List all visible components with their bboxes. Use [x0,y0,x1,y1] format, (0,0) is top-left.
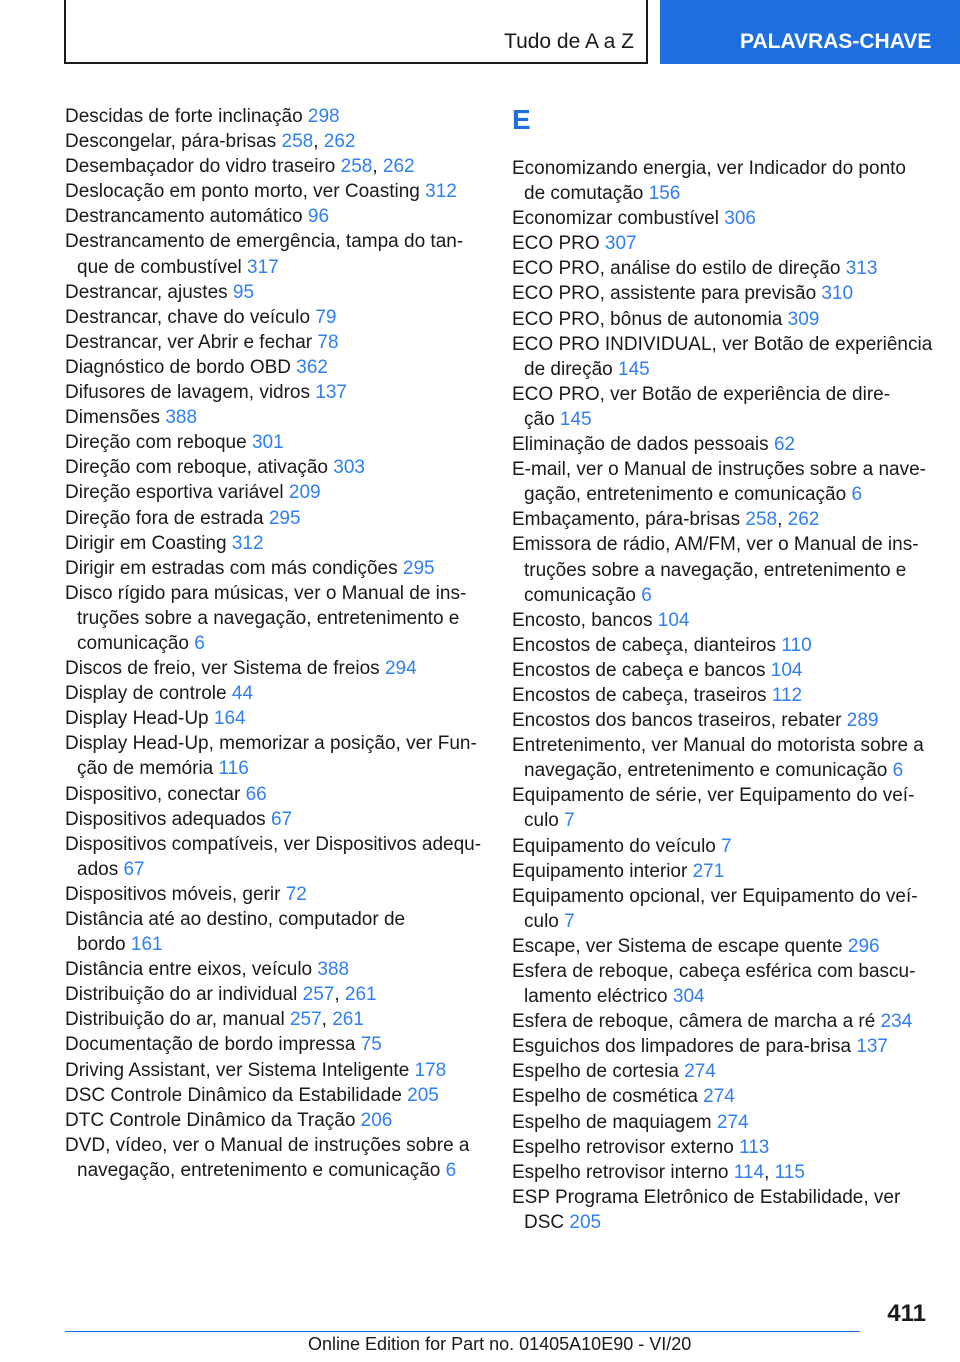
entry-term: Dispositivos adequados [65,808,266,830]
entry-term: Destrancar, ajustes [65,281,228,303]
index-entry [512,532,932,607]
index-entry [65,179,485,204]
page-number: 411 [887,1300,926,1327]
entry-term: Distância entre eixos, veículo [65,959,313,981]
entry-term: ção de memória [77,758,214,780]
index-entry [512,934,932,959]
entry-term: Espelho retrovisor externo [512,1136,734,1158]
index-entry [65,731,485,781]
page-link[interactable]: 7 [564,910,575,932]
page-link[interactable]: 317 [247,256,279,278]
entry-term: Direção fora de estrada [65,507,264,529]
page-link[interactable]: 262 [323,131,356,153]
index-entry [65,355,485,380]
entry-term: Diagnóstico de bordo OBD [65,356,292,378]
page-link[interactable]: 262 [787,509,820,531]
entry-term: DSC [524,1211,565,1233]
page-link[interactable]: 257 [302,984,335,1006]
page-link[interactable]: 104 [657,609,690,631]
entry-term: Espelho retrovisor interno [512,1161,729,1183]
page-link[interactable]: 388 [165,407,198,429]
entry-term: Display de controle [65,683,227,705]
page-link[interactable]: 274 [684,1061,716,1083]
entry-term: Encosto, bancos [512,609,653,631]
entry-term: bordo [77,934,126,956]
entry-term: Distribuição do ar, manual [65,1009,285,1031]
index-entry [512,834,932,859]
page-link[interactable]: 6 [445,1159,457,1181]
index-entry [512,382,932,432]
entry-term: Difusores de lavagem, vidros [65,382,310,404]
entry-term: Dispositivos móveis, gerir [65,883,281,905]
entry-term: Distância até ao destino, computador de [65,909,406,930]
index-entry [65,480,485,505]
page-link[interactable]: 313 [845,258,878,280]
index-entry [65,455,485,480]
page-link[interactable]: 6 [851,484,863,506]
page-link[interactable]: 164 [213,708,246,730]
page-link[interactable]: 145 [618,358,650,380]
index-entry [65,405,485,430]
entry-term: navegação, entretenimento e comunicação [77,1159,441,1181]
index-entry [512,1084,932,1109]
index-entry [512,708,932,733]
page-link[interactable]: 261 [332,1009,364,1031]
page-link[interactable]: 96 [307,206,330,228]
entry-term: Dirigir em estradas com más condições [65,557,398,579]
entry-term: navegação, entretenimento e comunicação [524,760,888,782]
index-entry [512,683,932,708]
entry-term: DTC Controle Dinâmico da Tração [65,1109,356,1131]
index-entry [512,1110,932,1135]
index-entry [512,231,932,256]
entry-term: culo [524,910,559,932]
index-entry [65,506,485,531]
entry-term: ECO PRO INDIVIDUAL, ver Botão de experiência [512,333,933,355]
entry-term: comunicação [77,632,189,654]
page-link[interactable]: 66 [245,783,267,805]
page-link[interactable]: 257 [289,1009,322,1031]
page-link[interactable]: 295 [402,557,435,579]
footer-divider [65,1331,860,1332]
index-entry [65,907,485,957]
page-link[interactable]: 62 [773,434,796,456]
entry-term: Descidas de forte inclinação [65,106,303,127]
entry-term: Direção com reboque [65,432,247,454]
index-entry [65,305,485,330]
page-link[interactable]: 161 [130,934,163,956]
index-entry [65,782,485,807]
entry-term: truções sobre a navegação, entretenimento e [77,607,460,629]
index-entry: Embaçamento, pára-brisas 258, 262 [512,509,820,531]
page-link[interactable]: 137 [315,382,347,404]
index-entry [65,1133,485,1183]
entry-term: Dispositivo, conectar [65,783,241,805]
entry-term: Economizar combustível [512,208,719,230]
header-box [64,0,648,64]
page-link[interactable]: 294 [384,658,417,680]
index-entry: Distribuição do ar, manual 257, 261 [65,1009,364,1031]
entry-term: Encostos de cabeça, dianteiros [512,634,777,656]
page-link[interactable]: 362 [296,356,328,378]
entry-term: Display Head-Up, memorizar a posição, ver Fun- [65,733,477,755]
page-link[interactable]: 306 [724,208,756,230]
index-entry [512,281,932,306]
page-link[interactable]: 296 [847,935,880,957]
index-entry [65,832,485,882]
index-entry [512,332,932,382]
index-entry [512,733,932,783]
entry-term: Discos de freio, ver Sistema de freios [65,658,380,680]
entry-term: Equipamento do veículo [512,835,716,857]
page-link[interactable]: 156 [648,183,681,205]
entry-term: Equipamento de série, ver Equipamento do veí- [512,785,915,807]
index-entry [65,380,485,405]
index-entry [65,330,485,355]
entry-term: Esfera de reboque, câmera de marcha a ré [512,1011,876,1033]
index-entry [512,156,932,206]
entry-term: Escape, ver Sistema de escape quente [512,935,843,957]
page-link[interactable]: 206 [360,1109,393,1131]
entry-term: ECO PRO [512,233,600,255]
entry-term: que de combustível [77,256,242,278]
page-link[interactable]: 137 [856,1036,888,1058]
page-link[interactable]: 307 [604,233,637,255]
index-entry [512,432,932,457]
index-entry [512,1185,932,1235]
entry-term: ECO PRO, análise do estilo de direção [512,258,841,280]
entry-term: Deslocação em ponto morto, ver Coasting [65,181,420,203]
index-entry [512,859,932,884]
entry-term: Descongelar, pára-brisas [65,131,277,153]
page-link[interactable]: 78 [317,331,339,353]
entry-term: Equipamento interior [512,860,688,882]
entry-term: de direção [524,358,613,380]
index-entry [512,658,932,683]
index-letter-heading: E [512,104,531,135]
page-link[interactable]: 44 [231,683,254,705]
entry-term: DSC Controle Dinâmico da Estabilidade [65,1084,402,1106]
page-link[interactable]: 388 [317,959,350,981]
page-link[interactable]: 145 [559,408,592,430]
page-link[interactable]: 67 [123,858,145,880]
index-entry: Espelho retrovisor interno 114, 115 [512,1161,805,1183]
entry-term: Encostos de cabeça e bancos [512,659,766,681]
page-link[interactable]: 312 [231,532,264,554]
index-entry [512,1135,932,1160]
page-link[interactable]: 116 [218,758,249,780]
page-link[interactable]: 112 [771,684,803,706]
page-link[interactable]: 113 [739,1136,770,1158]
page-link[interactable]: 104 [770,659,803,681]
entry-term: Dispositivos compatíveis, ver Dispositivos adequ- [65,833,482,855]
entry-term: lamento eléctrico [524,986,668,1008]
entry-term: Destrancar, ver Abrir e fechar [65,331,313,353]
index-entry [512,608,932,633]
index-entry [512,884,932,934]
index-entry [512,633,932,658]
page-link[interactable]: 309 [787,308,820,330]
entry-term: Espelho de cosmética [512,1086,698,1108]
index-entry [65,706,485,731]
entry-term: ados [77,858,119,880]
page-link[interactable]: 67 [270,808,293,830]
index-entry: Desembaçador do vidro traseiro 258, 262 [65,156,415,178]
entry-term: Emissora de rádio, AM/FM, ver o Manual de ins- [512,534,919,556]
page-link[interactable]: 115 [774,1161,805,1183]
index-entry [65,430,485,455]
index-column-left [65,104,485,1183]
page-link[interactable]: 271 [692,860,725,882]
index-entry [65,807,485,832]
page-link[interactable]: 72 [285,883,307,905]
page-link[interactable]: 274 [703,1086,735,1108]
page-link[interactable]: 258 [745,509,778,531]
index-entry [65,204,485,229]
index-entry [512,1009,932,1034]
index-entries-e [512,156,932,1235]
index-entry [65,1058,485,1083]
footer-text: Online Edition for Part no. 01405A10E90 - VI/20 [308,1334,692,1354]
index-entry [65,104,485,129]
entry-term: Espelho de maquiagem [512,1111,712,1133]
index-entry [65,656,485,681]
entry-term: Entretenimento, ver Manual do motorista sobre a [512,735,924,757]
page-link[interactable]: 75 [360,1034,382,1056]
entry-term: Distribuição do ar individual [65,984,298,1006]
page-link[interactable]: 178 [414,1059,447,1081]
entry-term: de comutação [524,183,644,205]
index-entry [65,1108,485,1133]
entry-term: Documentação de bordo impressa [65,1034,356,1056]
page-link[interactable]: 6 [194,632,205,654]
entry-term: truções sobre a navegação, entretenimento e [524,559,907,581]
index-entry [512,1034,932,1059]
index-entry [65,581,485,656]
page-link[interactable]: 261 [344,984,377,1006]
page-link[interactable]: 295 [268,507,301,529]
index-entry [65,1083,485,1108]
entry-term: Direção com reboque, ativação [65,457,328,479]
page-link[interactable]: 298 [307,106,340,127]
index-entry [65,957,485,982]
entry-term: Esguichos dos limpadores de para-brisa [512,1036,852,1058]
page-link[interactable]: 79 [315,306,337,328]
entry-term: Desembaçador do vidro traseiro [65,156,336,178]
page-link[interactable]: 274 [716,1111,749,1133]
entry-term: Dimensões [65,407,161,429]
index-entry [65,556,485,581]
page-link[interactable]: 95 [232,281,255,303]
index-entry: Descongelar, pára-brisas 258, 262 [65,131,356,153]
page-link[interactable]: 7 [721,835,732,857]
index-entry [512,457,932,507]
page-link[interactable]: 304 [672,986,705,1008]
entry-term: Destrancar, chave do veículo [65,306,311,328]
entry-term: Eliminação de dados pessoais [512,434,769,456]
entry-term: ECO PRO, bônus de autonomia [512,308,783,330]
index-entry [65,229,485,279]
entry-term: comunicação [524,584,636,606]
index-entry [512,256,932,281]
page-link[interactable]: 312 [425,181,457,203]
page-link[interactable]: 310 [821,283,854,305]
page-link[interactable]: 301 [251,432,284,454]
index-entry [65,882,485,907]
page-link[interactable]: 289 [846,710,879,732]
page-link[interactable]: 205 [569,1211,602,1233]
entry-term: gação, entretenimento e comunicação [524,484,847,506]
page-link[interactable]: 209 [288,482,321,504]
entry-term: ECO PRO, ver Botão de experiência de dire- [512,383,891,405]
entry-term: Encostos de cabeça, traseiros [512,684,767,706]
entry-term: ESP Programa Eletrônico de Estabilidade, ver [512,1186,901,1208]
index-column-right [512,104,932,1235]
index-entry [65,681,485,706]
page-link[interactable]: 110 [781,634,812,656]
entry-term: ECO PRO, assistente para previsão [512,283,817,305]
index-entry [65,280,485,305]
entry-term: Display Head-Up [65,708,209,730]
entry-term: Destrancamento de emergência, tampa do tan- [65,231,464,253]
page-link[interactable]: 234 [880,1011,913,1033]
keyword-tab[interactable]: PALAVRAS-CHAVE [660,0,960,64]
entry-term: culo [524,810,559,832]
entry-term: Disco rígido para músicas, ver o Manual de ins- [65,582,467,604]
index-entry [512,783,932,833]
entry-term: Dirigir em Coasting [65,532,227,554]
page-link[interactable]: 114 [733,1161,765,1183]
page-link[interactable]: 205 [407,1084,439,1106]
entry-term: Direção esportiva variável [65,482,284,504]
entry-term: Embaçamento, pára-brisas [512,509,741,531]
entry-term: ção [524,408,555,430]
index-entry [65,1032,485,1057]
entry-term: Equipamento opcional, ver Equipamento do veí- [512,885,918,907]
entry-term: Esfera de reboque, cabeça esférica com bascu- [512,961,916,982]
page-link[interactable]: 6 [641,584,652,606]
page-link[interactable]: 7 [564,810,575,832]
index-entry [512,959,932,1009]
page-link[interactable]: 262 [382,156,415,178]
index-entry [512,206,932,231]
entry-term: E-mail, ver o Manual de instruções sobre a nave- [512,459,926,481]
entry-term: Encostos dos bancos traseiros, rebater [512,710,842,732]
entry-term: Espelho de cortesia [512,1061,679,1083]
entry-term: Driving Assistant, ver Sistema Inteligente [65,1059,410,1081]
page-link[interactable]: 258 [340,156,373,178]
entry-term: DVD, vídeo, ver o Manual de instruções sobre a [65,1134,470,1156]
page-link[interactable]: 303 [333,457,365,479]
index-entry [65,531,485,556]
entry-term: Destrancamento automático [65,206,303,228]
index-entry: Distribuição do ar individual 257, 261 [65,984,377,1006]
page-link[interactable]: 6 [892,760,904,782]
index-entry [512,1059,932,1084]
entry-term: Economizando energia, ver Indicador do ponto [512,158,906,179]
page-link[interactable]: 258 [281,131,314,153]
index-entry [512,307,932,332]
section-title: Tudo de A a Z [504,30,634,53]
